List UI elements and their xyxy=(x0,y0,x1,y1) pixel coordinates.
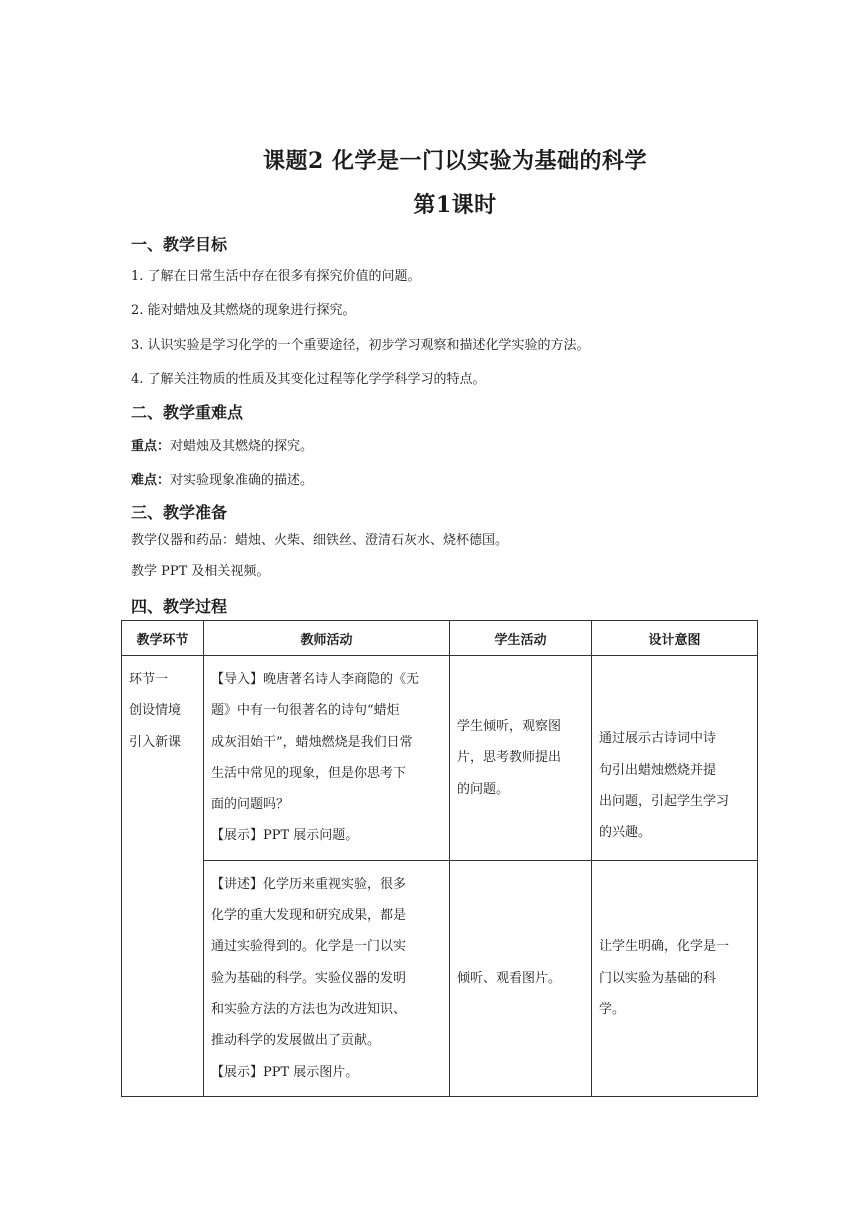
teacher-line: 题》中有一句很著名的诗句“蜡炬 xyxy=(211,703,400,719)
stage-line: 引入新课 xyxy=(129,734,182,750)
student-cell xyxy=(450,656,592,861)
teacher-line: 成灰泪始干”，蜡烛燃烧是我们日常 xyxy=(211,734,413,750)
student-cell xyxy=(450,860,592,1096)
teacher-line: 推动科学的发展做出了贡献。 xyxy=(211,1033,381,1049)
teacher-line: 化学的重大发现和研究成果，都是 xyxy=(211,908,407,924)
teacher-cell xyxy=(204,860,450,1096)
intent-line: 的兴趣。 xyxy=(599,825,652,841)
preparation-item: 教学 PPT 及相关视频。 xyxy=(131,564,270,579)
teacher-line: 面的问题吗？ xyxy=(211,797,290,813)
objective-item: 1. 了解在日常生活中存在很多有探究价值的问题。 xyxy=(131,269,421,284)
intent-line: 通过展示古诗词中诗 xyxy=(599,731,717,747)
key-point-text: 对蜡烛及其燃烧的探究。 xyxy=(170,439,314,454)
teacher-line: 【展示】PPT 展示图片。 xyxy=(211,1064,359,1080)
table-header-row xyxy=(122,621,758,656)
key-point xyxy=(131,435,313,454)
student-line: 片，思考教师提出 xyxy=(457,750,562,766)
table-row xyxy=(122,656,758,861)
intent-line: 让学生明确，化学是一 xyxy=(599,939,730,955)
intent-line: 句引出蜡烛燃烧并提 xyxy=(599,762,717,778)
document-title: 课题2 化学是一门以实验为基础的科学 xyxy=(263,148,647,174)
stage-cell xyxy=(122,656,204,1097)
objectives-heading: 一、教学目标 xyxy=(131,235,228,254)
header-intent: 设计意图 xyxy=(592,621,758,656)
preparation-item: 教学仪器和药品：蜡烛、火柴、细铁丝、澄清石灰水、烧杯德国。 xyxy=(131,533,509,548)
intent-cell xyxy=(592,656,758,861)
student-line: 倾听、观看图片。 xyxy=(457,970,562,986)
preparation-heading: 三、教学准备 xyxy=(131,503,228,522)
teacher-line: 通过实验得到的。化学是一门以实 xyxy=(211,939,407,955)
teacher-line: 生活中常见的现象，但是你思考下 xyxy=(211,765,407,781)
teacher-line: 验为基础的科学。实验仪器的发明 xyxy=(211,970,407,986)
teacher-line: 【导入】晚唐著名诗人李商隐的《无 xyxy=(211,672,420,687)
objective-item: 2. 能对蜡烛及其燃烧的现象进行探究。 xyxy=(131,303,356,318)
teacher-line: 【讲述】化学历来重视实验，很多 xyxy=(211,876,407,892)
header-student: 学生活动 xyxy=(450,621,592,656)
teacher-line: 和实验方法的方法也为改进知识、 xyxy=(211,1001,407,1017)
intent-cell xyxy=(592,860,758,1096)
table-row xyxy=(122,860,758,1096)
key-point-label: 重点： xyxy=(131,439,171,454)
header-teacher: 教师活动 xyxy=(204,621,450,656)
stage-line: 创设情境 xyxy=(129,703,182,719)
student-line: 学生倾听，观察图 xyxy=(457,718,562,734)
student-line: 的问题。 xyxy=(457,781,510,797)
difficult-point xyxy=(131,469,313,488)
objective-item: 3. 认识实验是学习化学的一个重要途径，初步学习观察和描述化学实验的方法。 xyxy=(131,338,590,353)
header-stage: 教学环节 xyxy=(122,621,204,656)
difficult-point-label: 难点： xyxy=(131,473,171,488)
process-table xyxy=(121,620,758,1097)
intent-line: 学。 xyxy=(599,1001,626,1017)
stage-line: 环节一 xyxy=(129,672,169,687)
intent-line: 门以实验为基础的科 xyxy=(599,970,717,986)
difficult-point-text: 对实验现象准确的描述。 xyxy=(170,473,314,488)
teacher-cell xyxy=(204,656,450,861)
intent-line: 出问题，引起学生学习 xyxy=(599,793,730,809)
teacher-line: 【展示】PPT 展示问题。 xyxy=(211,828,359,844)
objective-item: 4. 了解关注物质的性质及其变化过程等化学学科学习的特点。 xyxy=(131,372,486,387)
document-subtitle: 第1课时 xyxy=(413,192,497,218)
process-heading: 四、教学过程 xyxy=(131,597,228,616)
keypoints-heading: 二、教学重难点 xyxy=(131,403,244,422)
